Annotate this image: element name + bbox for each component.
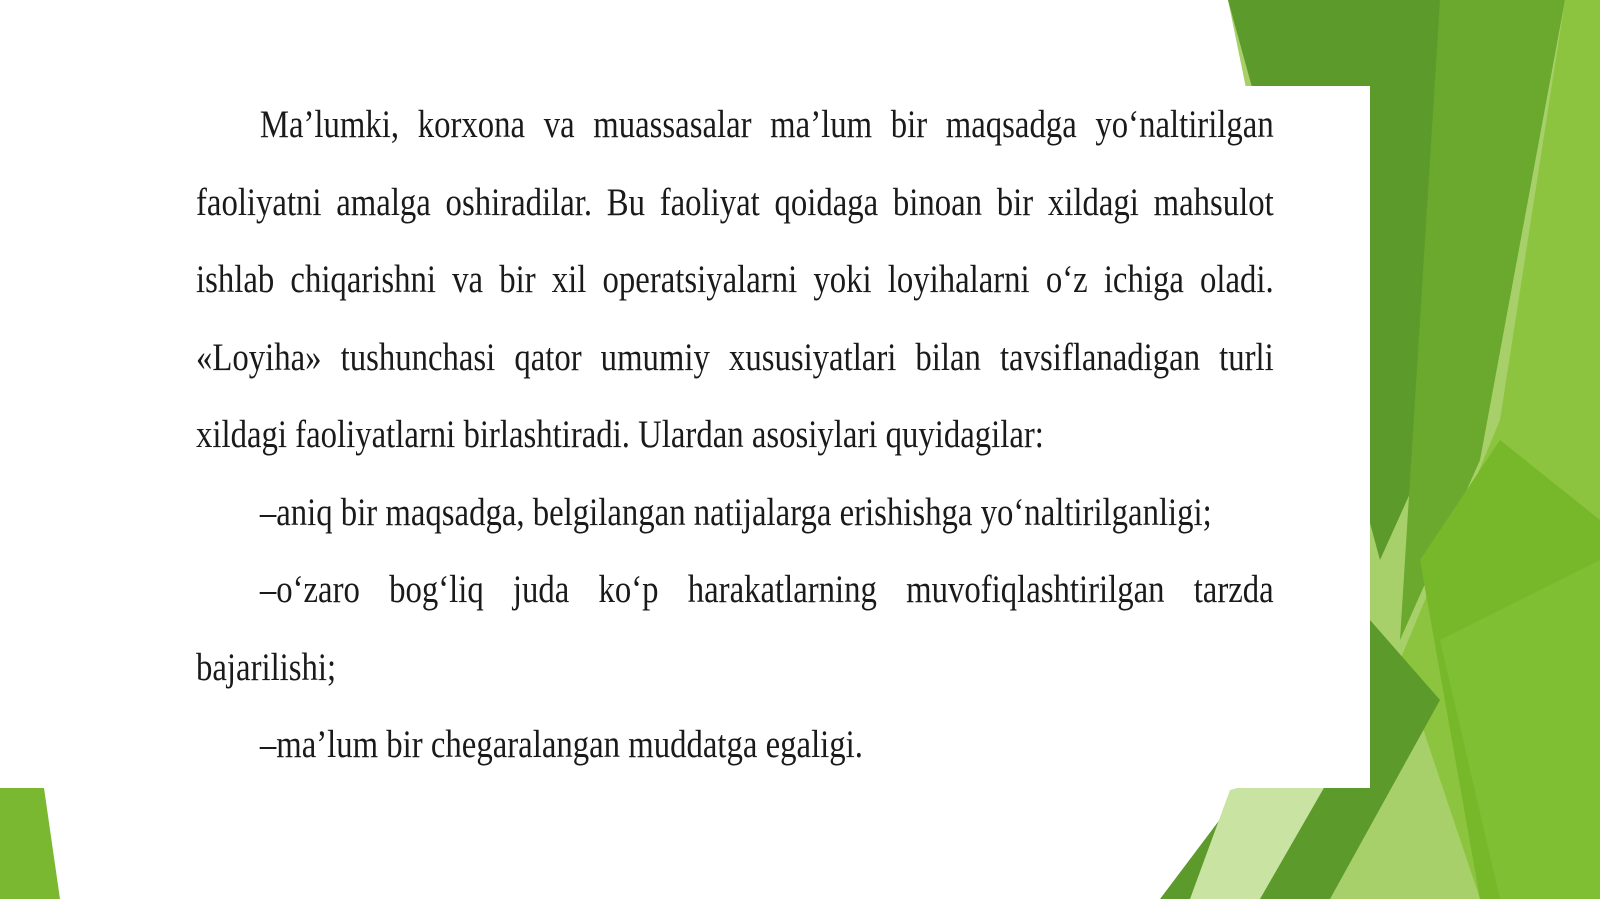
green-shard [0,788,60,899]
list-item-3: –ma’lum bir chegaralangan muddatga egaligi. [259,723,863,766]
body-text [196,86,1274,784]
list-item-1: –aniq bir maqsadga, belgilangan natijalarga erishishga yo‘naltirilganligi; [259,490,1212,534]
text-box [178,86,1370,788]
list-item-2: –o‘zaro bog‘liq juda ko‘p harakatlarning muvofiqlashtirilgan tarzda bajarilishi; [196,568,1274,689]
paragraph-intro: Ma’lumki, korxona va muassasalar ma’lum bir maqsadga yo‘naltirilgan faoliyatni amalga oshiradilar. Bu faoliyat qoidaga binoan bir xildagi mahsulot ishlab chiqarishni va bir xil operatsiyalarni yoki loyihalarni o‘z ichiga oladi. «Loyiha» tushunchasi qator umumiy xususiyatlari bilan tavsiflanadigan turli xildagi faoliyatlarni birlashtiradi. Ulardan asosiylari quyidagilar: [196,103,1274,456]
